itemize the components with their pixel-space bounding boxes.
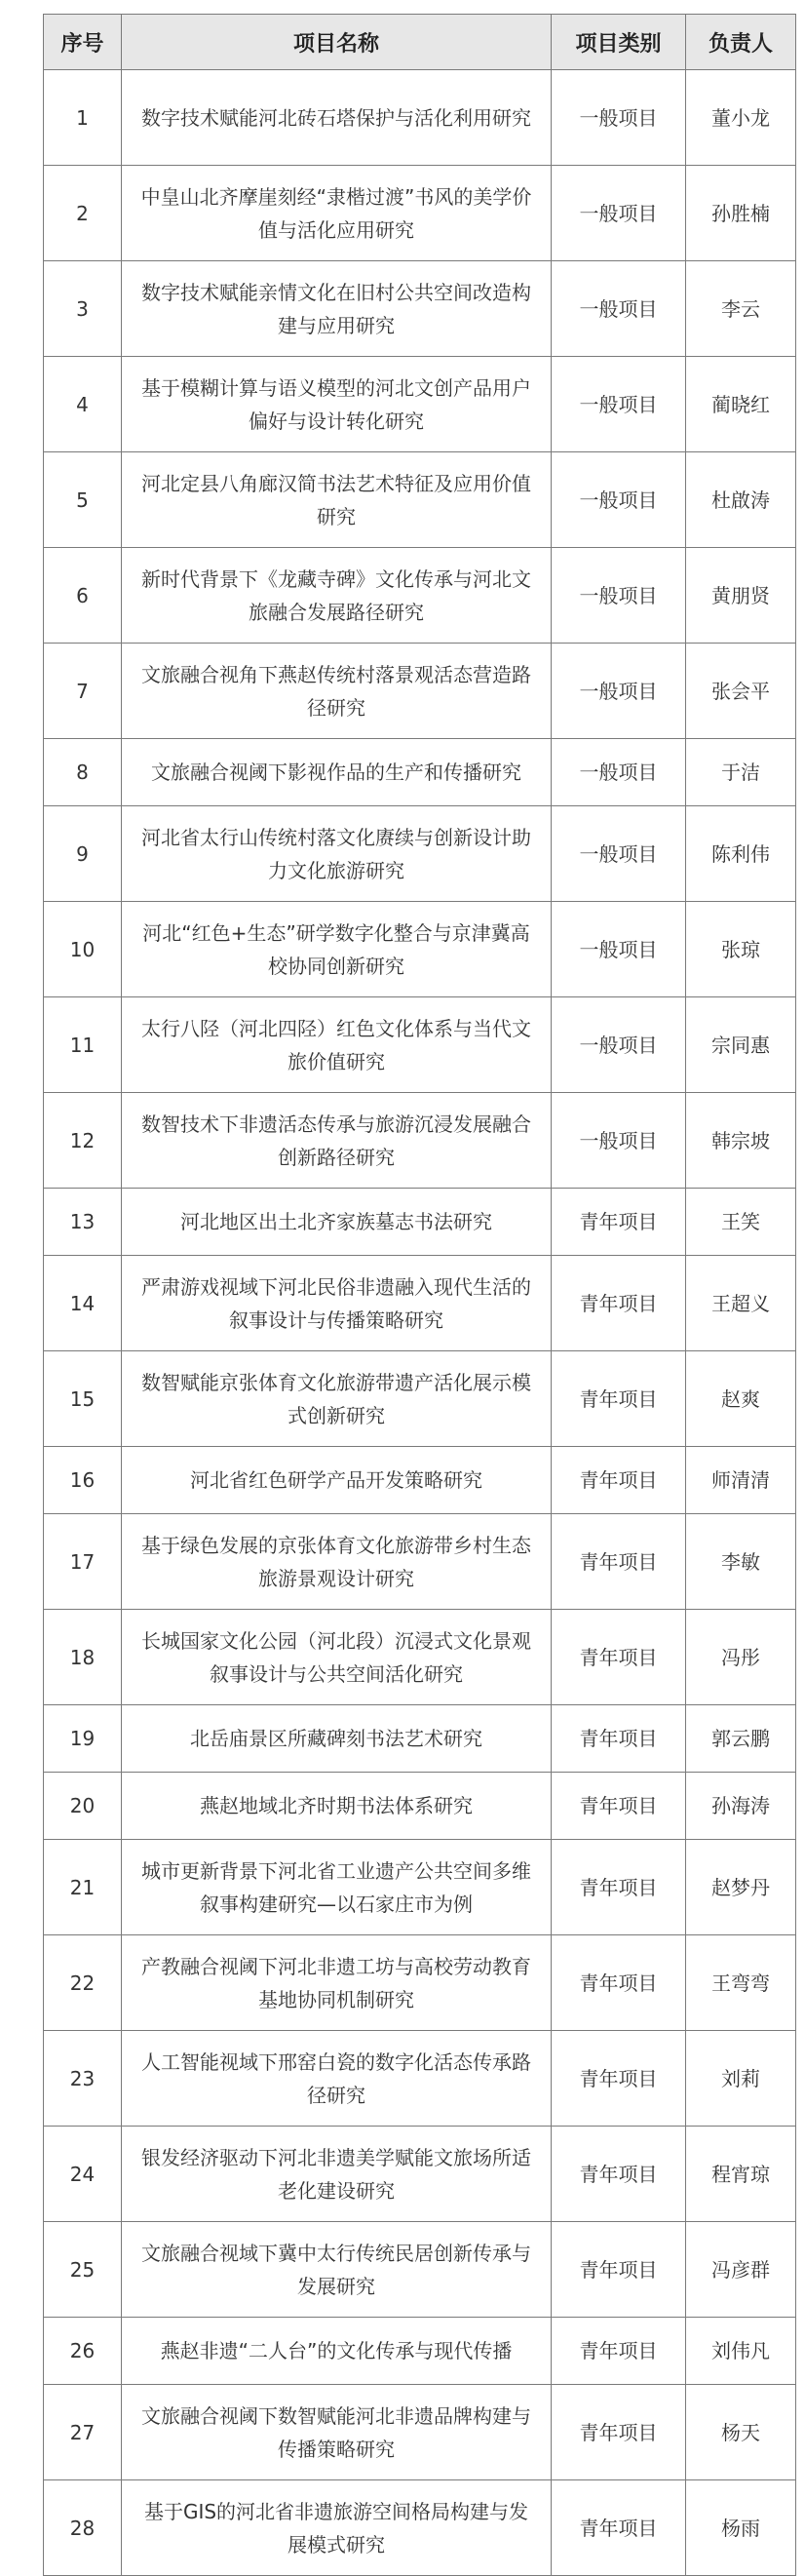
- project-name-cell: 文旅融合视阈下影视作品的生产和传播研究: [122, 739, 552, 806]
- project-category-cell: 一般项目: [552, 166, 686, 261]
- table-row: [44, 1514, 796, 1610]
- project-leader-cell: 刘伟凡: [686, 2318, 796, 2385]
- serial-number-cell: 25: [44, 2222, 122, 2318]
- serial-number-cell: 4: [44, 357, 122, 452]
- serial-number-cell: 28: [44, 2480, 122, 2576]
- project-leader-cell: 王超义: [686, 1256, 796, 1351]
- project-leader-cell: 张琼: [686, 902, 796, 997]
- project-leader-cell: 张会平: [686, 644, 796, 739]
- project-name-cell: 河北省太行山传统村落文化赓续与创新设计助力文化旅游研究: [122, 806, 552, 902]
- project-category-cell: 一般项目: [552, 739, 686, 806]
- project-leader-cell: 蔺晓红: [686, 357, 796, 452]
- serial-number-cell: 2: [44, 166, 122, 261]
- table-row: [44, 548, 796, 644]
- project-name-cell: 河北省红色研学产品开发策略研究: [122, 1447, 552, 1514]
- serial-number-cell: 10: [44, 902, 122, 997]
- table-row: [44, 1840, 796, 1935]
- project-name-cell: 银发经济驱动下河北非遗美学赋能文旅场所适老化建设研究: [122, 2127, 552, 2222]
- project-list-table: [43, 14, 796, 2576]
- project-name-cell: 长城国家文化公园（河北段）沉浸式文化景观叙事设计与公共空间活化研究: [122, 1610, 552, 1705]
- project-name-cell: 基于绿色发展的京张体育文化旅游带乡村生态旅游景观设计研究: [122, 1514, 552, 1610]
- project-leader-cell: 于洁: [686, 739, 796, 806]
- header-project-category: 项目类别: [552, 15, 686, 70]
- project-leader-cell: 董小龙: [686, 70, 796, 166]
- project-category-cell: 一般项目: [552, 997, 686, 1093]
- project-name-cell: 数智赋能京张体育文化旅游带遗产活化展示模式创新研究: [122, 1351, 552, 1447]
- project-name-cell: 基于模糊计算与语义模型的河北文创产品用户偏好与设计转化研究: [122, 357, 552, 452]
- project-category-cell: 青年项目: [552, 1256, 686, 1351]
- table-row: [44, 1189, 796, 1256]
- serial-number-cell: 20: [44, 1773, 122, 1840]
- header-project-name: 项目名称: [122, 15, 552, 70]
- project-category-cell: 一般项目: [552, 70, 686, 166]
- project-category-cell: 青年项目: [552, 1705, 686, 1773]
- table-row: [44, 452, 796, 548]
- project-list-table-container: [43, 14, 795, 2576]
- project-name-cell: 河北地区出土北齐家族墓志书法研究: [122, 1189, 552, 1256]
- table-row: [44, 1447, 796, 1514]
- table-row: [44, 2222, 796, 2318]
- project-category-cell: 一般项目: [552, 644, 686, 739]
- table-row: [44, 70, 796, 166]
- table-row: [44, 1256, 796, 1351]
- table-row: [44, 261, 796, 357]
- serial-number-cell: 17: [44, 1514, 122, 1610]
- project-name-cell: 燕赵地域北齐时期书法体系研究: [122, 1773, 552, 1840]
- serial-number-cell: 16: [44, 1447, 122, 1514]
- project-name-cell: 文旅融合视域下冀中太行传统民居创新传承与发展研究: [122, 2222, 552, 2318]
- serial-number-cell: 12: [44, 1093, 122, 1189]
- serial-number-cell: 13: [44, 1189, 122, 1256]
- project-leader-cell: 韩宗坡: [686, 1093, 796, 1189]
- project-category-cell: 一般项目: [552, 902, 686, 997]
- project-name-cell: 北岳庙景区所藏碑刻书法艺术研究: [122, 1705, 552, 1773]
- project-category-cell: 青年项目: [552, 2031, 686, 2127]
- project-leader-cell: 赵爽: [686, 1351, 796, 1447]
- project-category-cell: 青年项目: [552, 2385, 686, 2480]
- project-category-cell: 青年项目: [552, 2318, 686, 2385]
- table-row: [44, 997, 796, 1093]
- serial-number-cell: 11: [44, 997, 122, 1093]
- project-name-cell: 中皇山北齐摩崖刻经“隶楷过渡”书风的美学价值与活化应用研究: [122, 166, 552, 261]
- table-row: [44, 2031, 796, 2127]
- serial-number-cell: 6: [44, 548, 122, 644]
- project-category-cell: 青年项目: [552, 1935, 686, 2031]
- project-leader-cell: 杨雨: [686, 2480, 796, 2576]
- table-row: [44, 357, 796, 452]
- project-leader-cell: 陈利伟: [686, 806, 796, 902]
- project-name-cell: 人工智能视域下邢窑白瓷的数字化活态传承路径研究: [122, 2031, 552, 2127]
- project-leader-cell: 师清清: [686, 1447, 796, 1514]
- table-row: [44, 1773, 796, 1840]
- project-leader-cell: 刘莉: [686, 2031, 796, 2127]
- table-body: [44, 70, 796, 2576]
- serial-number-cell: 5: [44, 452, 122, 548]
- serial-number-cell: 9: [44, 806, 122, 902]
- serial-number-cell: 23: [44, 2031, 122, 2127]
- project-category-cell: 一般项目: [552, 261, 686, 357]
- serial-number-cell: 14: [44, 1256, 122, 1351]
- project-category-cell: 青年项目: [552, 2127, 686, 2222]
- serial-number-cell: 7: [44, 644, 122, 739]
- project-leader-cell: 王弯弯: [686, 1935, 796, 2031]
- project-category-cell: 青年项目: [552, 1447, 686, 1514]
- serial-number-cell: 1: [44, 70, 122, 166]
- serial-number-cell: 24: [44, 2127, 122, 2222]
- project-category-cell: 青年项目: [552, 1514, 686, 1610]
- project-leader-cell: 宗同惠: [686, 997, 796, 1093]
- serial-number-cell: 21: [44, 1840, 122, 1935]
- table-row: [44, 166, 796, 261]
- project-leader-cell: 郭云鹏: [686, 1705, 796, 1773]
- project-leader-cell: 李云: [686, 261, 796, 357]
- table-row: [44, 2127, 796, 2222]
- table-row: [44, 1610, 796, 1705]
- project-category-cell: 青年项目: [552, 1610, 686, 1705]
- project-leader-cell: 孙海涛: [686, 1773, 796, 1840]
- project-leader-cell: 王笑: [686, 1189, 796, 1256]
- serial-number-cell: 15: [44, 1351, 122, 1447]
- project-name-cell: 城市更新背景下河北省工业遗产公共空间多维叙事构建研究—以石家庄市为例: [122, 1840, 552, 1935]
- project-name-cell: 基于GIS的河北省非遗旅游空间格局构建与发展模式研究: [122, 2480, 552, 2576]
- project-category-cell: 青年项目: [552, 1840, 686, 1935]
- project-name-cell: 严肃游戏视域下河北民俗非遗融入现代生活的叙事设计与传播策略研究: [122, 1256, 552, 1351]
- project-name-cell: 数智技术下非遗活态传承与旅游沉浸发展融合创新路径研究: [122, 1093, 552, 1189]
- project-category-cell: 一般项目: [552, 806, 686, 902]
- table-row: [44, 2480, 796, 2576]
- project-leader-cell: 冯彦群: [686, 2222, 796, 2318]
- project-name-cell: 太行八陉（河北四陉）红色文化体系与当代文旅价值研究: [122, 997, 552, 1093]
- project-category-cell: 青年项目: [552, 2480, 686, 2576]
- project-leader-cell: 杜啟涛: [686, 452, 796, 548]
- serial-number-cell: 18: [44, 1610, 122, 1705]
- serial-number-cell: 8: [44, 739, 122, 806]
- project-leader-cell: 赵梦丹: [686, 1840, 796, 1935]
- project-category-cell: 一般项目: [552, 452, 686, 548]
- header-project-leader: 负责人: [686, 15, 796, 70]
- table-row: [44, 739, 796, 806]
- project-category-cell: 一般项目: [552, 357, 686, 452]
- table-row: [44, 1935, 796, 2031]
- project-leader-cell: 孙胜楠: [686, 166, 796, 261]
- table-header-row: [44, 15, 796, 70]
- project-name-cell: 燕赵非遗“二人台”的文化传承与现代传播: [122, 2318, 552, 2385]
- serial-number-cell: 19: [44, 1705, 122, 1773]
- header-serial-number: 序号: [44, 15, 122, 70]
- project-category-cell: 青年项目: [552, 1351, 686, 1447]
- project-name-cell: 文旅融合视角下燕赵传统村落景观活态营造路径研究: [122, 644, 552, 739]
- serial-number-cell: 3: [44, 261, 122, 357]
- project-leader-cell: 黄朋贤: [686, 548, 796, 644]
- serial-number-cell: 22: [44, 1935, 122, 2031]
- project-name-cell: 新时代背景下《龙藏寺碑》文化传承与河北文旅融合发展路径研究: [122, 548, 552, 644]
- project-name-cell: 数字技术赋能河北砖石塔保护与活化利用研究: [122, 70, 552, 166]
- project-name-cell: 产教融合视阈下河北非遗工坊与高校劳动教育基地协同机制研究: [122, 1935, 552, 2031]
- table-row: [44, 2385, 796, 2480]
- project-leader-cell: 程宵琼: [686, 2127, 796, 2222]
- serial-number-cell: 26: [44, 2318, 122, 2385]
- table-row: [44, 644, 796, 739]
- project-category-cell: 青年项目: [552, 2222, 686, 2318]
- table-row: [44, 2318, 796, 2385]
- project-leader-cell: 冯彤: [686, 1610, 796, 1705]
- project-leader-cell: 杨天: [686, 2385, 796, 2480]
- project-leader-cell: 李敏: [686, 1514, 796, 1610]
- project-name-cell: 文旅融合视阈下数智赋能河北非遗品牌构建与传播策略研究: [122, 2385, 552, 2480]
- project-name-cell: 河北“红色+生态”研学数字化整合与京津冀高校协同创新研究: [122, 902, 552, 997]
- table-row: [44, 1705, 796, 1773]
- project-category-cell: 青年项目: [552, 1189, 686, 1256]
- table-row: [44, 806, 796, 902]
- table-row: [44, 902, 796, 997]
- project-name-cell: 河北定县八角廊汉简书法艺术特征及应用价值研究: [122, 452, 552, 548]
- serial-number-cell: 27: [44, 2385, 122, 2480]
- table-row: [44, 1093, 796, 1189]
- project-category-cell: 一般项目: [552, 548, 686, 644]
- project-category-cell: 青年项目: [552, 1773, 686, 1840]
- table-row: [44, 1351, 796, 1447]
- project-name-cell: 数字技术赋能亲情文化在旧村公共空间改造构建与应用研究: [122, 261, 552, 357]
- project-category-cell: 一般项目: [552, 1093, 686, 1189]
